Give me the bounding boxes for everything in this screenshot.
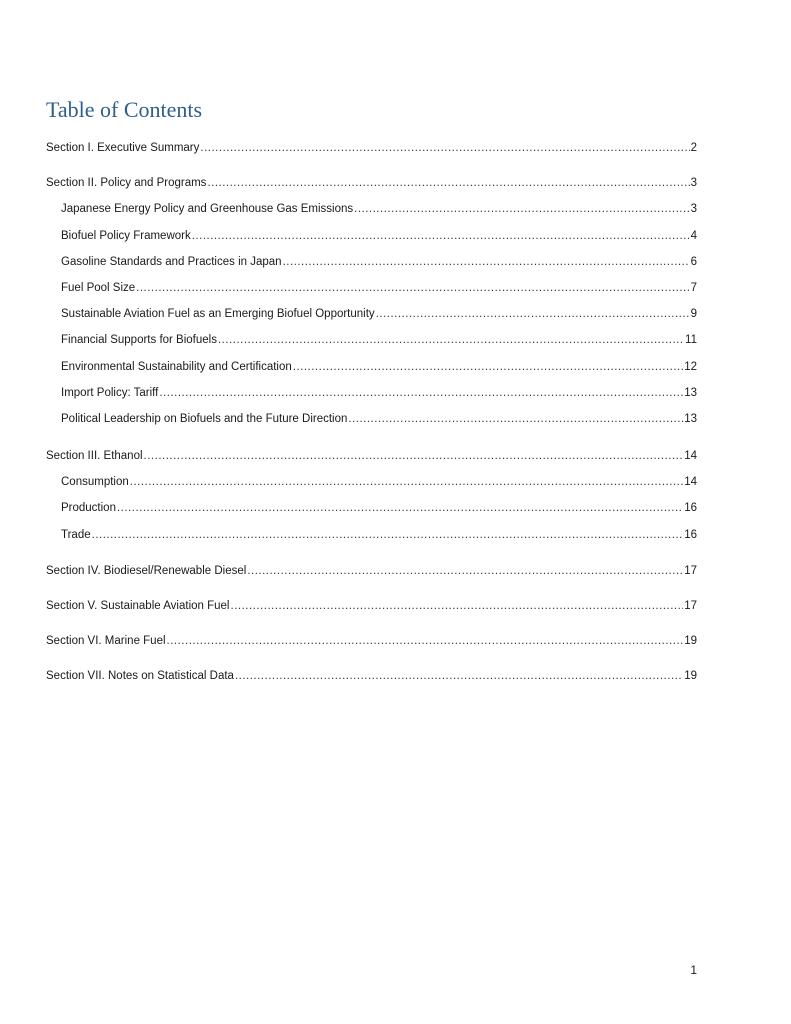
toc-entry-gasoline-standards[interactable]: [61, 254, 697, 270]
dot-leader: [293, 359, 683, 375]
toc-entry-section-5[interactable]: [46, 598, 697, 614]
toc-entry-page: 9: [690, 308, 697, 320]
toc-entry-label: Import Policy: Tariff: [61, 387, 159, 399]
toc-entry-saf-opportunity[interactable]: [61, 306, 697, 322]
toc-entry-label: Japanese Energy Policy and Greenhouse Gas Emissions: [61, 203, 354, 215]
toc-entry-label: Section VII. Notes on Statistical Data: [46, 670, 234, 682]
toc-entry-fuel-pool-size[interactable]: [61, 280, 697, 296]
dot-leader: [231, 598, 684, 614]
dot-leader: [167, 633, 684, 649]
toc-entry-page: 16: [684, 529, 697, 541]
toc-entry-section-4[interactable]: [46, 563, 697, 579]
toc-entry-label: Consumption: [61, 476, 129, 488]
dot-leader: [192, 228, 690, 244]
toc-entry-label: Environmental Sustainability and Certification: [61, 361, 292, 373]
dot-leader: [159, 385, 683, 401]
toc-entry-page: 19: [684, 635, 697, 647]
dot-leader: [348, 411, 683, 427]
toc-entry-page: 6: [690, 256, 697, 268]
toc-entry-page: 19: [684, 670, 697, 682]
toc-entry-consumption[interactable]: [61, 474, 697, 490]
toc-entry-page: 4: [690, 230, 697, 242]
dot-leader: [376, 306, 690, 322]
dot-leader: [354, 201, 689, 217]
toc-entry-environmental-sustainability[interactable]: [61, 359, 697, 375]
toc-entry-page: 17: [684, 565, 697, 577]
dot-leader: [207, 175, 689, 191]
toc-entry-section-6[interactable]: [46, 633, 697, 649]
toc-entry-page: 16: [684, 502, 697, 514]
toc-entry-page: 7: [690, 282, 697, 294]
toc-entry-page: 12: [684, 361, 697, 373]
dot-leader: [200, 140, 689, 156]
dot-leader: [92, 527, 684, 543]
toc-entry-financial-supports[interactable]: [61, 332, 697, 348]
toc-entry-label: Section V. Sustainable Aviation Fuel: [46, 600, 230, 612]
toc-entry-page: 14: [684, 450, 697, 462]
toc-entry-page: 13: [684, 387, 697, 399]
toc-entry-label: Production: [61, 502, 116, 514]
toc-entry-label: Section III. Ethanol: [46, 450, 143, 462]
toc-entry-section-2[interactable]: [46, 175, 697, 191]
toc-entry-label: Trade: [61, 529, 91, 541]
toc-entry-label: Political Leadership on Biofuels and the Future Direction: [61, 413, 348, 425]
dot-leader: [144, 448, 684, 464]
toc-entry-trade[interactable]: [61, 527, 697, 543]
toc-entry-label: Section II. Policy and Programs: [46, 177, 207, 189]
toc-entry-political-leadership[interactable]: [61, 411, 697, 427]
toc-entry-page: 17: [684, 600, 697, 612]
toc-entry-page: 2: [690, 142, 697, 154]
toc-entry-label: Gasoline Standards and Practices in Japan: [61, 256, 282, 268]
toc-entry-import-policy-tariff[interactable]: [61, 385, 697, 401]
toc-entry-section-7[interactable]: [46, 668, 697, 684]
toc-entry-production[interactable]: [61, 500, 697, 516]
toc-entry-label: Financial Supports for Biofuels: [61, 334, 217, 346]
toc-entry-biofuel-policy-framework[interactable]: [61, 228, 697, 244]
toc-title: Table of Contents: [46, 97, 203, 122]
toc-entry-label: Section IV. Biodiesel/Renewable Diesel: [46, 565, 247, 577]
toc-entry-label: Section I. Executive Summary: [46, 142, 200, 154]
toc-entry-label: Sustainable Aviation Fuel as an Emerging Biofuel Opportunity: [61, 308, 375, 320]
dot-leader: [283, 254, 690, 270]
dot-leader: [218, 332, 684, 348]
toc-entry-label: Biofuel Policy Framework: [61, 230, 191, 242]
toc-entry-label: Section VI. Marine Fuel: [46, 635, 166, 647]
toc-entry-page: 14: [684, 476, 697, 488]
toc-entry-page: 11: [685, 334, 697, 346]
toc-entry-japanese-energy-policy[interactable]: [61, 201, 697, 217]
toc-entry-page: 3: [690, 203, 697, 215]
toc-entry-page: 3: [690, 177, 697, 189]
dot-leader: [117, 500, 683, 516]
dot-leader: [130, 474, 683, 490]
toc-entry-section-1[interactable]: [46, 140, 697, 156]
dot-leader: [235, 668, 683, 684]
dot-leader: [247, 563, 683, 579]
page-number: 1: [690, 963, 697, 977]
toc-entry-page: 13: [684, 413, 697, 425]
dot-leader: [136, 280, 689, 296]
toc-entry-label: Fuel Pool Size: [61, 282, 136, 294]
toc-entry-section-3[interactable]: [46, 448, 697, 464]
